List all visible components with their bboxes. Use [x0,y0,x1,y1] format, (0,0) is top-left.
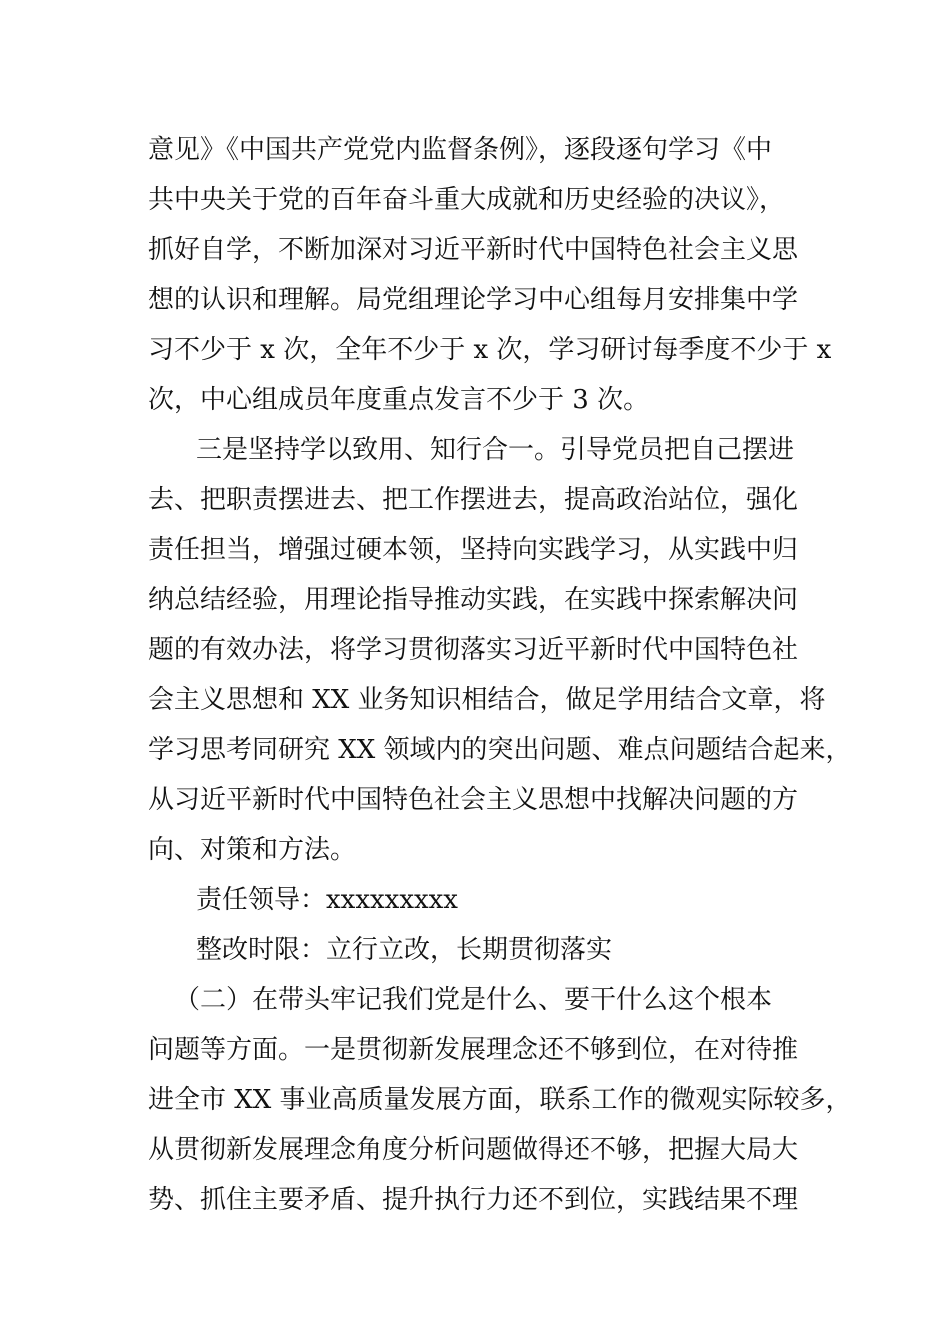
text-line: 从习近平新时代中国特色社会主义思想中找解决问题的方 [148,785,799,815]
text-line: 共中央关于党的百年奋斗重大成就和历史经验的决议》， [148,185,786,215]
text-line: 纳总结经验，用理论指导推动实践，在实践中探索解决问 [148,585,799,615]
section-heading-line: （二）在带头牢记我们党是什么、要干什么这个根本 [174,985,773,1015]
text-line: 会主义思想和 XX 业务知识相结合，做足学用结合文章，将 [148,685,826,715]
text-line: 学习思考同研究 XX 领域内的突出问题、难点问题结合起来， [148,735,852,765]
paragraph-start-line: 三是坚持学以致用、知行合一。引导党员把自己摆进 [196,435,795,465]
text-line: 向、对策和方法。 [148,835,357,865]
deadline-line: 整改时限：立行立改，长期贯彻落实 [196,935,613,965]
text-line: 问题等方面。一是贯彻新发展理念还不够到位，在对待推 [148,1035,799,1065]
text-line: 进全市 XX 事业高质量发展方面，联系工作的微观实际较多， [148,1085,852,1115]
text-line: 意见》《中国共产党党内监督条例》，逐段逐句学习《中 [148,135,773,165]
text-line: 想的认识和理解。局党组理论学习中心组每月安排集中学 [148,285,799,315]
text-line: 去、把职责摆进去、把工作摆进去，提高政治站位，强化 [148,485,799,515]
text-line: 势、抓住主要矛盾、提升执行力还不到位，实践结果不理 [148,1185,799,1215]
text-line: 从贯彻新发展理念角度分析问题做得还不够，把握大局大 [148,1135,799,1165]
text-line: 题的有效办法，将学习贯彻落实习近平新时代中国特色社 [148,635,799,665]
text-line: 次，中心组成员年度重点发言不少于 3 次。 [148,385,650,415]
text-line: 抓好自学，不断加深对习近平新时代中国特色社会主义思 [148,235,799,265]
responsible-leader-line: 责任领导：xxxxxxxxx [196,885,458,915]
text-line: 责任担当，增强过硬本领，坚持向实践学习，从实践中归 [148,535,799,565]
text-line: 习不少于 x 次，全年不少于 x 次，学习研讨每季度不少于 x [148,335,832,365]
